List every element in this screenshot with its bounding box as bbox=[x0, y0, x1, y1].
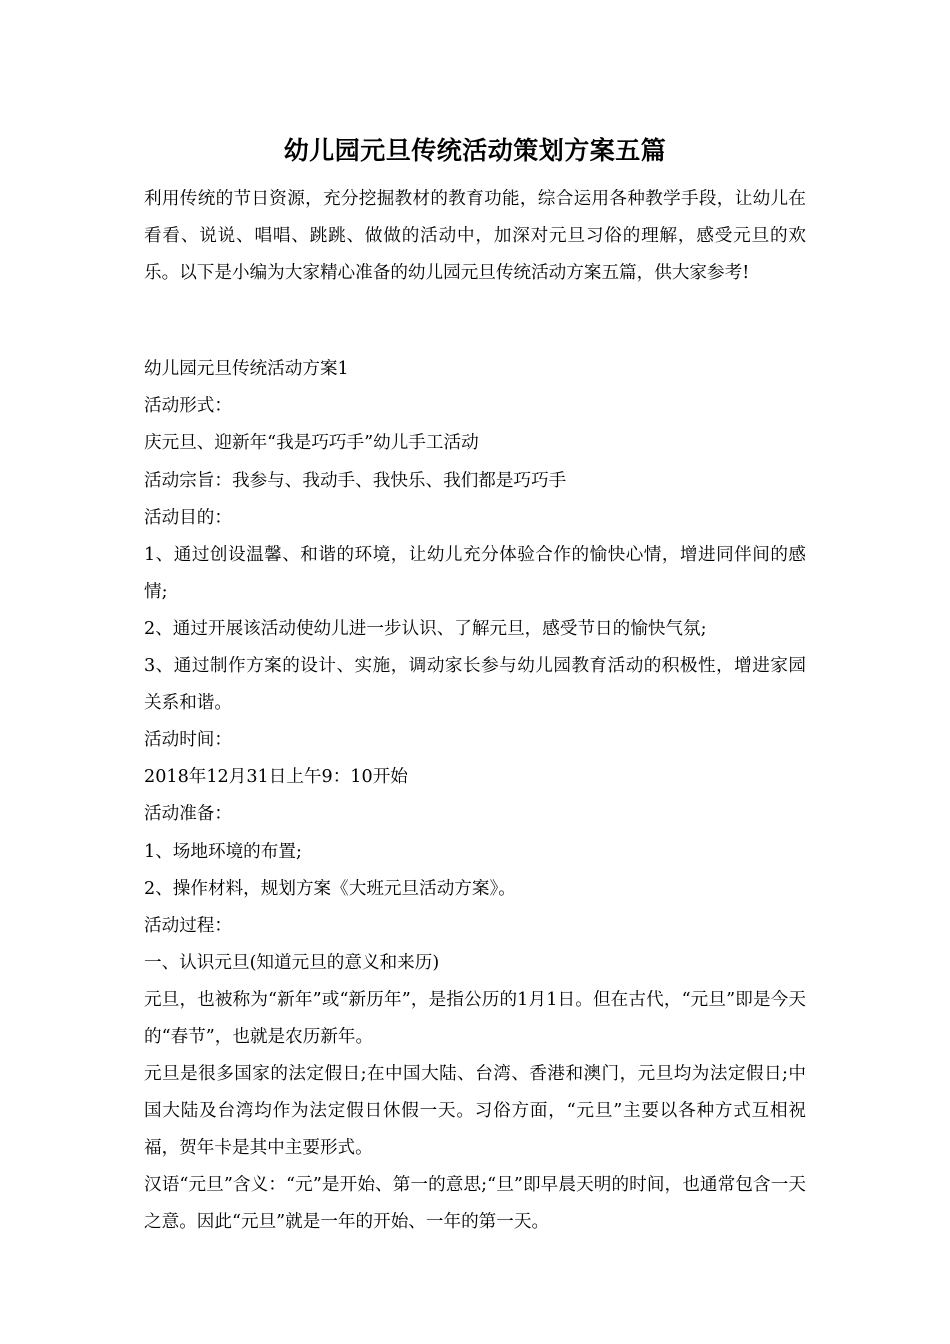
paragraph: 活动形式： bbox=[144, 396, 232, 417]
paragraph: 活动准备： bbox=[144, 804, 232, 825]
paragraph: 2、通过开展该活动使幼儿进一步认识、了解元旦，感受节日的愉快气氛; bbox=[144, 618, 707, 639]
document-title: 幼儿园元旦传统活动策划方案五篇 bbox=[283, 136, 667, 165]
paragraph: 庆元旦、迎新年“我是巧巧手”幼儿手工活动 bbox=[144, 433, 479, 454]
paragraph: 活动时间： bbox=[144, 730, 232, 751]
paragraph: 一、认识元旦(知道元旦的意义和来历) bbox=[144, 952, 440, 973]
section-heading: 幼儿园元旦传统活动方案1 bbox=[144, 359, 349, 380]
paragraph: 活动宗旨：我参与、我动手、我快乐、我们都是巧巧手 bbox=[144, 470, 567, 491]
paragraph: 活动目的： bbox=[144, 507, 232, 528]
paragraph: 3、通过制作方案的设计、实施，调动家长参与幼儿园教育活动的积极性，增进家园关系和谐。 bbox=[144, 656, 806, 714]
paragraph: 2018年12月31日上午9：10开始 bbox=[144, 767, 408, 788]
paragraph: 活动过程： bbox=[144, 915, 232, 936]
paragraph: 1、通过创设温馨、和谐的环境，让幼儿充分体验合作的愉快心情，增进同伴间的感情; bbox=[144, 544, 806, 602]
document-body bbox=[144, 181, 806, 1242]
blank-line bbox=[144, 314, 806, 351]
paragraph: 2、操作材料，规划方案《大班元旦活动方案》。 bbox=[144, 878, 516, 899]
paragraph: 1、场地环境的布置; bbox=[144, 841, 302, 862]
intro-paragraph: 利用传统的节日资源，充分挖掘教材的教育功能，综合运用各种教学手段，让幼儿在看看、说说、唱唱、跳跳、做做的活动中，加深对元旦习俗的理解，感受元旦的欢乐。以下是小编为大家精心准备的幼儿园元旦传统活动方案五篇，供大家参考! bbox=[144, 189, 806, 284]
paragraph: 汉语“元旦”含义：“元”是开始、第一的意思;“旦”即早晨天明的时间，也通常包含一天之意。因此“元旦”就是一年的开始、一年的第一天。 bbox=[144, 1175, 806, 1233]
paragraph: 元旦，也被称为“新年”或“新历年”，是指公历的1月1日。但在古代，“元旦”即是今天的“春节”，也就是农历新年。 bbox=[144, 989, 806, 1047]
paragraph: 元旦是很多国家的法定假日;在中国大陆、台湾、香港和澳门，元旦均为法定假日;中国大陆及台湾均作为法定假日休假一天。习俗方面，“元旦”主要以各种方式互相祝福，贺年卡是其中主要形式。 bbox=[144, 1064, 806, 1159]
